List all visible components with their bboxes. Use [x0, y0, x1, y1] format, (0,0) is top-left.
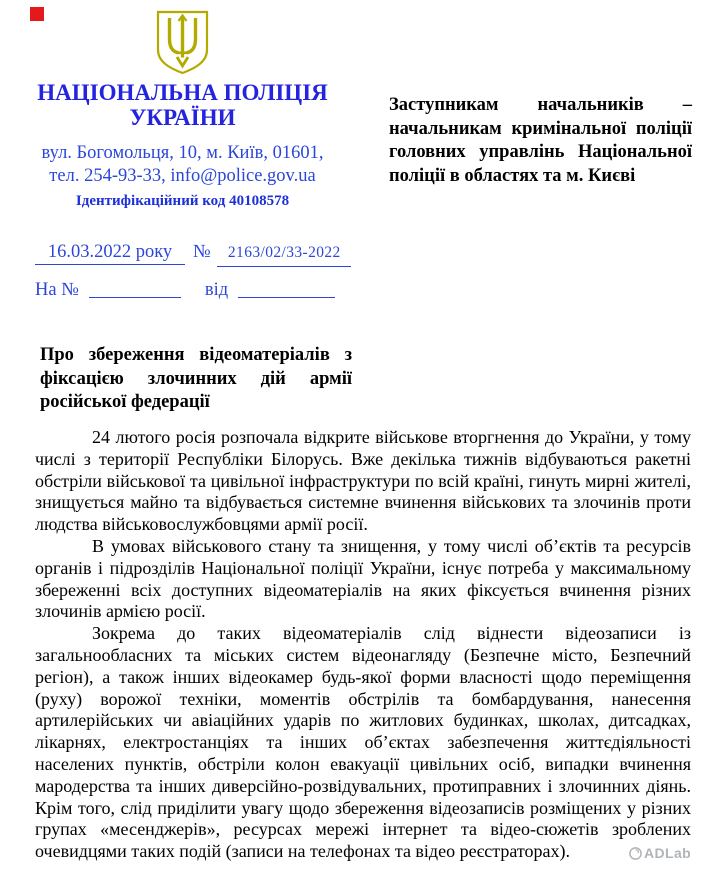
- addressee-block: Заступникам начальників – начальникам кримінальної поліції головних управлінь Національної поліції в областях та м. Києві: [389, 95, 692, 186]
- reply-date-label: від: [204, 280, 229, 300]
- date-field: 16.03.2022 року: [35, 242, 185, 265]
- org-id-code: Ідентифікаційний код 40108578: [75, 193, 290, 209]
- body-paragraph: В умовах військового стану та знищення, у тому числі об’єктів та ресурсів органів і підрозділів Національної поліції України, існує потреба у максимальному збереженні всіх доступних відеоматеріалів на яких фіксується вчинення різних злочинів армією росії.: [35, 535, 691, 622]
- address-line-2: тел. 254-93-33, info@police.gov.ua: [49, 166, 316, 186]
- adlab-swirl-icon: [628, 846, 643, 861]
- watermark: [628, 845, 691, 861]
- subject-block: Про збереження відеоматеріалів з фіксацією злочинних дій армії російської федерації: [40, 345, 352, 412]
- document-number-field: 2163/02/33-2022: [217, 244, 351, 267]
- letter-body: [35, 427, 691, 863]
- address-line-1: вул. Богомольця, 10, м. Київ, 01601,: [41, 143, 324, 163]
- watermark-text: ADLab: [644, 845, 692, 861]
- ukraine-trident-shield-icon: [154, 10, 211, 76]
- number-sign: №: [193, 242, 211, 262]
- reference-row-reply: [35, 280, 335, 301]
- reference-row-date: [35, 242, 351, 267]
- org-address: [20, 142, 345, 188]
- red-corner-marker: [30, 7, 44, 21]
- reply-date-blank: [238, 283, 335, 298]
- body-paragraph: Зокрема до таких відеоматеріалів слід віднести відеозаписи із загальнообласних та міських систем відеонагляду (Безпечне місто, Безпечний регіон), а також інших відеокамер будь-якої форми власності щодо переміщення (руху) ворожої техніки, моментів обстрілів та бомбардування, нанесення артилерійських чи авіаційних ударів по житлових будинках, школах, дитсадках, лікарнях, електростанціях та інших об’єктах забезпечення життєдіяльності населених пунктів, обстріли колон евакуації цивільних осіб, випадки вчинення мародерства та інших диверсійно-розвідувальних, протиправних і злочинних діянь. Крім того, слід приділити увагу щодо збереження відеозаписів розміщених у різних групах «месенджерів», ресурсах мережі інтернет та відео-сюжетів зроблених очевидцями таких подій (записи на телефонах та відео реєстраторах).: [35, 623, 691, 862]
- reply-number-label: На №: [35, 280, 79, 300]
- reply-number-blank: [89, 283, 181, 298]
- org-name: НАЦІОНАЛЬНА ПОЛІЦІЯ УКРАЇНИ: [37, 80, 328, 130]
- body-paragraph: 24 лютого росія розпочала відкрите військове вторгнення до України, у тому числі з території Республіки Білорусь. Вже декілька тижнів відбуваються ракетні обстріли військової та цивільної інфраструктури по всій країні, гинуть мирні жителі, знищується майно та відбувається системне вчинення військових та злочинів проти людства військовослужбовцями армії росії.: [35, 427, 691, 535]
